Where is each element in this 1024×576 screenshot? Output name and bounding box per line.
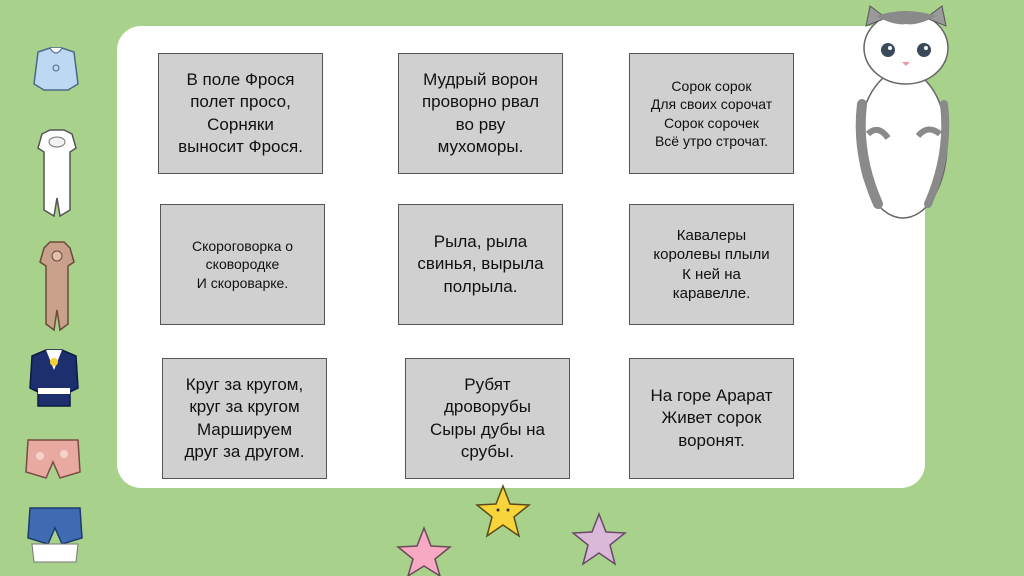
tongue-twister-card-8[interactable]: Рубят дроворубы Сыры дубы на срубы. <box>405 358 570 479</box>
tongue-twister-card-6[interactable]: Кавалеры королевы плыли К ней на каравелле. <box>629 204 794 325</box>
tongue-twister-card-9[interactable]: На горе Арарат Живет сорок воронят. <box>629 358 794 479</box>
navy-uniform-icon <box>26 348 82 410</box>
brown-bear-suit-icon <box>36 240 78 332</box>
tongue-twister-card-5[interactable]: Рыла, рыла свинья, вырыла полрыла. <box>398 204 563 325</box>
pink-shorts-icon <box>24 432 82 484</box>
denim-shorts-icon <box>26 504 84 566</box>
tongue-twister-card-4[interactable]: Скороговорка о сковородке И скороварке. <box>160 204 325 325</box>
tongue-twister-card-3[interactable]: Сорок сорок Для своих сорочат Сорок сорочек Всё утро строчат. <box>629 53 794 174</box>
yellow-star-icon <box>474 484 532 540</box>
tongue-twister-card-7[interactable]: Круг за кругом, круг за кругом Маршируем друг за другом. <box>162 358 327 479</box>
cat-illustration <box>848 4 958 226</box>
lilac-star-icon <box>570 512 628 568</box>
tongue-twister-card-1[interactable]: В поле Фрося полет просо, Сорняки выносит Фрося. <box>158 53 323 174</box>
blue-coat-icon <box>28 44 84 96</box>
white-bunny-suit-icon <box>32 128 82 220</box>
tongue-twister-card-2[interactable]: Мудрый ворон проворно рвал во рву мухоморы. <box>398 53 563 174</box>
pink-star-icon <box>394 526 454 576</box>
